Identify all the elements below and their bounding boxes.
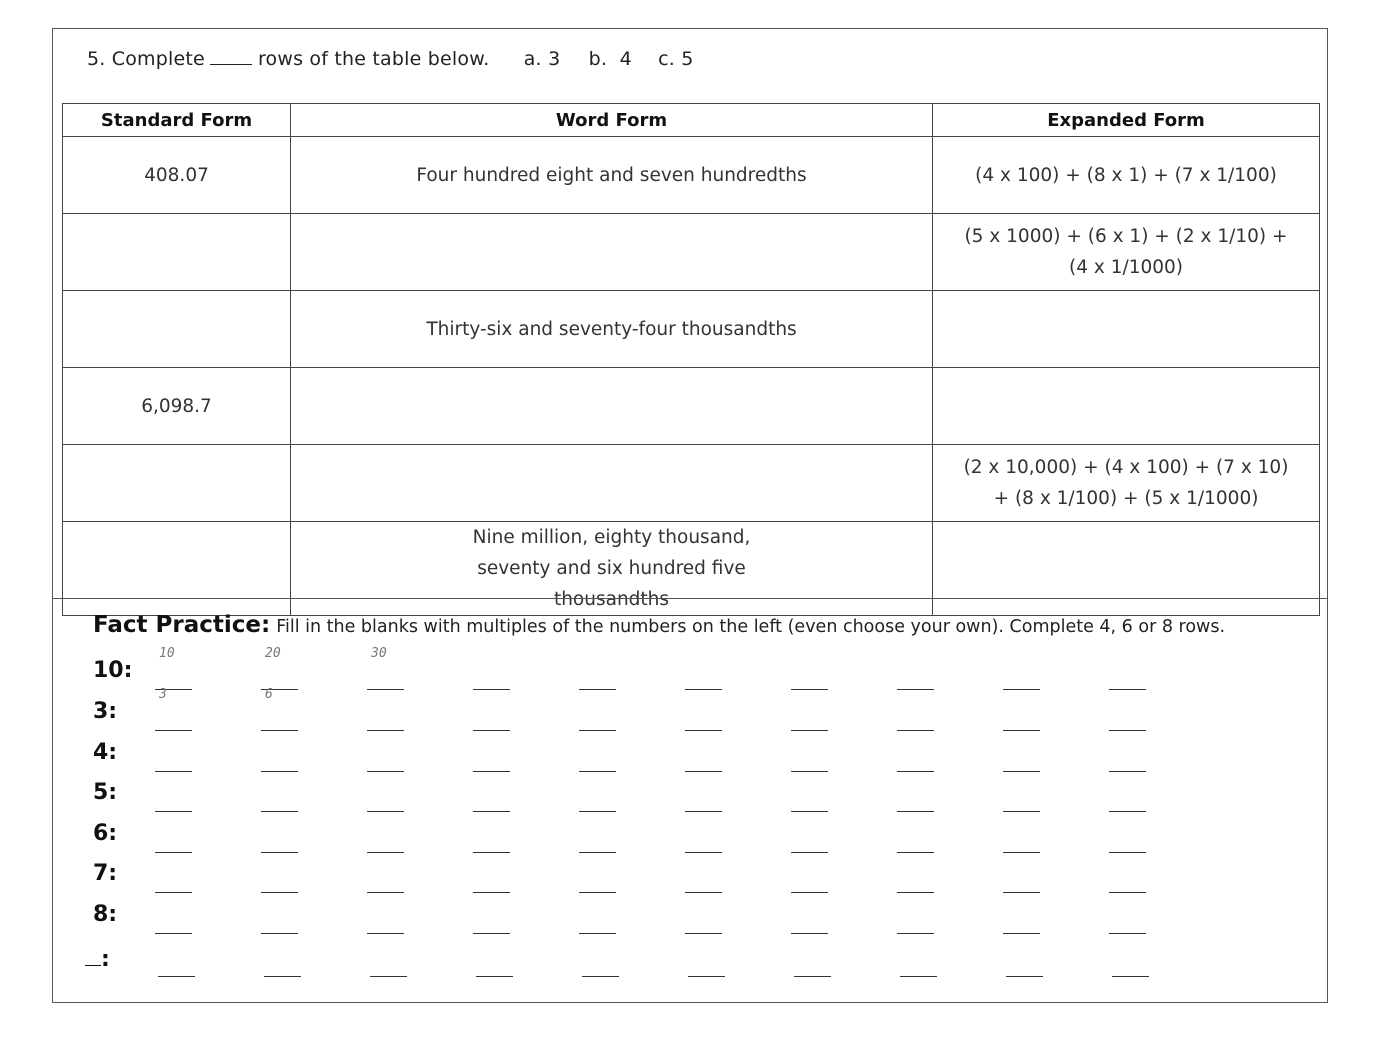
answer-line [1109, 852, 1146, 853]
multiple-blank[interactable] [791, 861, 828, 893]
handwritten-answer: 30 [371, 646, 387, 661]
multiple-blank[interactable] [155, 902, 192, 934]
multiple-blank[interactable] [264, 945, 301, 977]
multiple-blank[interactable] [794, 945, 831, 977]
table-row [63, 522, 1320, 616]
multiple-blank[interactable] [1003, 861, 1040, 893]
answer-line [1109, 730, 1146, 731]
standard-form-cell[interactable] [63, 291, 291, 368]
answer-line [1003, 811, 1040, 812]
multiple-blank[interactable] [1003, 780, 1040, 812]
fact-row-label [93, 658, 132, 683]
answer-line [897, 852, 934, 853]
answer-line [473, 689, 510, 690]
fact-row-label [93, 821, 117, 846]
multiple-blank[interactable] [579, 740, 616, 772]
option-c[interactable]: c. 5 [658, 48, 694, 70]
multiple-blank[interactable] [579, 699, 616, 731]
answer-line [791, 892, 828, 893]
multiple-blank[interactable] [155, 646, 192, 690]
multiple-blank[interactable] [261, 902, 298, 934]
answer-line [685, 771, 722, 772]
multiple-blank[interactable] [1003, 902, 1040, 934]
answer-line [1109, 811, 1146, 812]
fact-row [93, 687, 1193, 733]
fact-row-label-text: 4: [93, 740, 118, 765]
fact-practice-heading [93, 612, 1225, 638]
table-row [63, 368, 1320, 445]
multiple-blank[interactable] [155, 687, 192, 731]
answer-line [155, 771, 192, 772]
fact-row-label-text: : [101, 947, 110, 972]
answer-line [791, 730, 828, 731]
answer-line [1003, 730, 1040, 731]
answer-line [1109, 771, 1146, 772]
multiple-blank[interactable] [688, 945, 725, 977]
option-b[interactable]: b. 4 [588, 48, 632, 70]
word-form-cell[interactable] [291, 445, 933, 522]
multiple-blank[interactable] [1003, 821, 1040, 853]
rows-blank[interactable] [210, 46, 252, 65]
header-word-form: Word Form [291, 104, 933, 137]
answer-line [791, 771, 828, 772]
answer-line [579, 730, 616, 731]
multiple-blank[interactable] [158, 945, 195, 977]
answer-line [367, 892, 404, 893]
multiple-blank[interactable] [473, 861, 510, 893]
multiple-blank[interactable] [791, 699, 828, 731]
multiple-blank[interactable] [897, 699, 934, 731]
multiple-blank[interactable] [1109, 780, 1146, 812]
fact-row-label [93, 740, 117, 765]
answer-line [791, 852, 828, 853]
expanded-form-cell[interactable]: (2 x 10,000) + (4 x 100) + (7 x 10) + (8 x 1/100) + (5 x 1/1000) [933, 445, 1320, 522]
answer-line [367, 933, 404, 934]
multiple-blank[interactable] [473, 902, 510, 934]
answer-line [791, 689, 828, 690]
answer-line [155, 811, 192, 812]
answer-line [261, 933, 298, 934]
multiple-blank[interactable] [791, 821, 828, 853]
fact-row-label [93, 861, 117, 886]
multiple-blank[interactable] [1003, 740, 1040, 772]
expanded-form-cell[interactable]: (4 x 100) + (8 x 1) + (7 x 1/100) [933, 137, 1320, 214]
multiple-blank[interactable] [367, 902, 404, 934]
multiple-blank[interactable] [1003, 658, 1040, 690]
expanded-form-cell[interactable] [933, 291, 1320, 368]
multiple-blank[interactable] [367, 740, 404, 772]
multiple-blank[interactable] [261, 646, 298, 690]
multiple-blank[interactable] [791, 740, 828, 772]
answer-line [897, 730, 934, 731]
multiple-blank[interactable] [1003, 699, 1040, 731]
multiple-blank[interactable] [155, 740, 192, 772]
multiple-blank[interactable] [897, 658, 934, 690]
multiple-blank[interactable] [685, 699, 722, 731]
answer-line [897, 689, 934, 690]
multiple-blank[interactable] [367, 780, 404, 812]
multiple-blank[interactable] [1112, 945, 1149, 977]
fact-row [93, 646, 1193, 692]
fact-row [93, 780, 1193, 814]
answer-line [791, 811, 828, 812]
table-row [63, 445, 1320, 522]
word-form-cell[interactable]: Thirty-six and seventy-four thousandths [291, 291, 933, 368]
word-form-cell[interactable] [291, 214, 933, 291]
multiple-blank[interactable] [685, 821, 722, 853]
answer-line [473, 771, 510, 772]
multiple-blank[interactable] [155, 780, 192, 812]
table-row [63, 291, 1320, 368]
multiple-blank[interactable] [579, 658, 616, 690]
multiple-blank[interactable] [897, 740, 934, 772]
answer-line [473, 811, 510, 812]
word-form-cell[interactable] [291, 368, 933, 445]
multiple-blank[interactable] [897, 780, 934, 812]
handwritten-answer: 20 [265, 646, 281, 661]
fact-row-label-text: 5: [93, 780, 118, 805]
answer-line [261, 730, 298, 731]
multiple-blank[interactable] [1109, 658, 1146, 690]
fact-row-label-text: 7: [93, 861, 118, 886]
answer-line [367, 689, 404, 690]
multiple-blank[interactable] [476, 945, 513, 977]
fact-row [93, 861, 1193, 895]
multiple-blank[interactable] [685, 861, 722, 893]
header-standard-form: Standard Form [63, 104, 291, 137]
fact-row-label-text: 10: [93, 658, 133, 683]
fact-row-label [85, 947, 110, 972]
fact-practice-description: Fill in the blanks with multiples of the numbers on the left (even choose your own). Complete 4, 6 or 8 rows. [276, 617, 1226, 637]
answer-line [685, 852, 722, 853]
multiple-blank[interactable] [370, 945, 407, 977]
multiple-blank[interactable] [897, 902, 934, 934]
answer-line [579, 811, 616, 812]
answer-line [1003, 933, 1040, 934]
multiple-blank[interactable] [897, 861, 934, 893]
multiple-blank[interactable] [685, 740, 722, 772]
fact-row [93, 821, 1193, 855]
fact-row [93, 740, 1193, 774]
answer-line [685, 892, 722, 893]
answer-line [261, 892, 298, 893]
answer-line [1003, 892, 1040, 893]
table-row [63, 214, 1320, 291]
handwritten-answer: 6 [265, 687, 273, 702]
multiple-blank[interactable] [685, 658, 722, 690]
handwritten-answer: 10 [159, 646, 175, 661]
answer-line [1003, 689, 1040, 690]
multiple-blank[interactable] [791, 658, 828, 690]
multiple-blank[interactable] [473, 658, 510, 690]
question-5 [87, 46, 694, 70]
expanded-form-cell[interactable]: (5 x 1000) + (6 x 1) + (2 x 1/10) + (4 x 1/1000) [933, 214, 1320, 291]
answer-line [367, 811, 404, 812]
multiple-blank[interactable] [579, 861, 616, 893]
answer-line [473, 892, 510, 893]
multiple-blank[interactable] [473, 740, 510, 772]
custom-number-blank[interactable] [85, 951, 101, 966]
handwritten-answer: 3 [159, 687, 167, 702]
multiple-blank[interactable] [261, 740, 298, 772]
answer-line [155, 892, 192, 893]
answer-line [579, 852, 616, 853]
answer-line [579, 771, 616, 772]
multiple-blank[interactable] [261, 861, 298, 893]
multiple-blank[interactable] [1109, 740, 1146, 772]
multiple-blank[interactable] [579, 821, 616, 853]
answer-line [367, 852, 404, 853]
table-header-row [63, 104, 1320, 137]
answer-line [1006, 976, 1043, 977]
multiple-blank[interactable] [473, 821, 510, 853]
expanded-form-cell[interactable] [933, 522, 1320, 616]
fact-row-label-text: 3: [93, 699, 118, 724]
answer-line [685, 730, 722, 731]
multiple-blank[interactable] [582, 945, 619, 977]
fact-row-label-text: 8: [93, 902, 118, 927]
answer-line [155, 933, 192, 934]
answer-line [685, 933, 722, 934]
multiple-blank[interactable] [473, 699, 510, 731]
answer-line [579, 933, 616, 934]
multiple-blank[interactable] [261, 821, 298, 853]
answer-line [582, 976, 619, 977]
answer-line [685, 811, 722, 812]
answer-line [897, 771, 934, 772]
answer-line [158, 976, 195, 977]
answer-line [791, 933, 828, 934]
standard-form-cell[interactable]: 6,098.7 [63, 368, 291, 445]
multiple-blank[interactable] [791, 780, 828, 812]
word-form-cell[interactable]: Four hundred eight and seven hundredths [291, 137, 933, 214]
table-row [63, 137, 1320, 214]
multiple-blank[interactable] [367, 821, 404, 853]
answer-line [579, 689, 616, 690]
answer-line [1003, 771, 1040, 772]
fact-row [93, 902, 1193, 936]
fact-row-label [93, 699, 117, 724]
question-suffix: rows of the table below. [257, 48, 490, 70]
word-form-cell[interactable]: Nine million, eighty thousand, seventy and six hundred five thousandths [291, 522, 933, 616]
fact-row-label [93, 780, 117, 805]
multiple-blank[interactable] [685, 902, 722, 934]
multiple-blank[interactable] [261, 780, 298, 812]
multiple-blank[interactable] [1109, 821, 1146, 853]
answer-line [1003, 852, 1040, 853]
multiple-blank[interactable] [900, 945, 937, 977]
answer-line [897, 933, 934, 934]
answer-line [367, 730, 404, 731]
standard-form-cell[interactable] [63, 445, 291, 522]
multiple-blank[interactable] [367, 861, 404, 893]
answer-line [261, 852, 298, 853]
answer-line [473, 852, 510, 853]
answer-line [261, 811, 298, 812]
answer-line [1109, 933, 1146, 934]
question-prefix: 5. Complete [87, 48, 205, 70]
fact-row-label [93, 902, 117, 927]
answer-line [900, 976, 937, 977]
fact-practice-title: Fact Practice: [93, 612, 271, 638]
expanded-form-cell[interactable] [933, 368, 1320, 445]
multiple-blank[interactable] [1109, 861, 1146, 893]
answer-line [794, 976, 831, 977]
section-divider [52, 598, 1328, 599]
multiple-blank[interactable] [261, 687, 298, 731]
answer-line [897, 811, 934, 812]
answer-line [1109, 689, 1146, 690]
answer-line [261, 771, 298, 772]
multiple-blank[interactable] [155, 861, 192, 893]
answer-line [1112, 976, 1149, 977]
answer-line [264, 976, 301, 977]
multiple-blank[interactable] [579, 780, 616, 812]
answer-line [897, 892, 934, 893]
multiple-blank[interactable] [897, 821, 934, 853]
answer-line [685, 689, 722, 690]
multiple-blank[interactable] [367, 699, 404, 731]
answer-line [370, 976, 407, 977]
answer-line [1109, 892, 1146, 893]
header-expanded-form: Expanded Form [933, 104, 1320, 137]
fact-row [93, 945, 1193, 979]
multiple-blank[interactable] [367, 646, 404, 690]
answer-line [688, 976, 725, 977]
answer-line [476, 976, 513, 977]
fact-row-label-text: 6: [93, 821, 118, 846]
answer-line [579, 892, 616, 893]
answer-line [473, 730, 510, 731]
standard-form-cell[interactable] [63, 522, 291, 616]
standard-form-cell[interactable] [63, 214, 291, 291]
answer-line [367, 771, 404, 772]
multiple-blank[interactable] [685, 780, 722, 812]
multiple-blank[interactable] [791, 902, 828, 934]
multiple-blank[interactable] [1109, 699, 1146, 731]
standard-form-cell[interactable]: 408.07 [63, 137, 291, 214]
multiple-blank[interactable] [1109, 902, 1146, 934]
answer-line [473, 933, 510, 934]
multiple-blank[interactable] [473, 780, 510, 812]
option-a[interactable]: a. 3 [523, 48, 561, 70]
multiple-blank[interactable] [1006, 945, 1043, 977]
answer-line [155, 730, 192, 731]
number-forms-table [62, 103, 1320, 616]
answer-line [155, 852, 192, 853]
multiple-blank[interactable] [155, 821, 192, 853]
multiple-blank[interactable] [579, 902, 616, 934]
